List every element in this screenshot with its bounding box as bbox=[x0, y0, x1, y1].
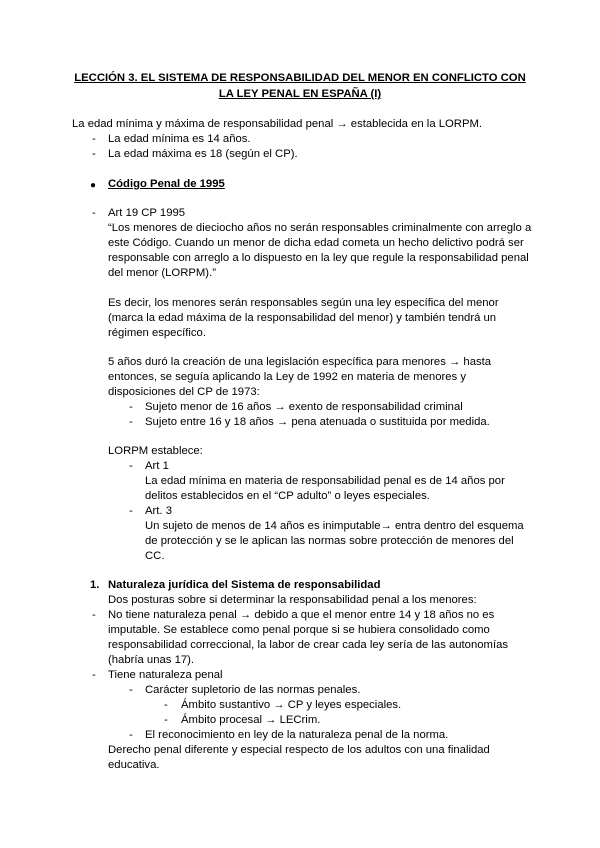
section-intro: Dos posturas sobre si determinar la responsabilidad penal a los menores: bbox=[108, 594, 477, 606]
intro-text: La edad mínima y máxima de responsabilidad penal → establecida en la LORPM. bbox=[72, 118, 483, 130]
dash-marker bbox=[92, 147, 96, 162]
art1-line: La edad mínima en materia de responsabilidad penal es de 14 años por bbox=[145, 475, 505, 487]
closing-line: Derecho penal diferente y especial respecto de los adultos con una finalidad bbox=[108, 744, 490, 756]
art3-label: Art. 3 bbox=[145, 505, 172, 517]
paragraph-line: (marca la edad máxima de la responsabilidad del menor) y también tendrá un bbox=[108, 312, 497, 324]
quote-line: responsable con arreglo a lo dispuesto en la ley que regule la responsabilidad penal bbox=[108, 252, 529, 264]
dash-marker bbox=[92, 132, 96, 147]
paragraph-line: régimen específico. bbox=[108, 327, 206, 339]
dash-marker bbox=[92, 206, 96, 221]
item1-line: responsabilidad correccional, la labor de crear cada ley sería de las autonomías bbox=[108, 639, 509, 651]
dash-marker bbox=[129, 504, 133, 519]
section-heading-codigo: Código Penal de 1995 bbox=[108, 178, 225, 190]
dash-marker bbox=[164, 698, 168, 713]
title-line-2: LA LEY PENAL EN ESPAÑA (I) bbox=[218, 88, 382, 100]
sub-item: El reconocimiento en ley de la naturaleza penal de la norma. bbox=[145, 729, 449, 741]
art1-label: Art 1 bbox=[145, 460, 169, 472]
closing-line: educativa. bbox=[108, 759, 160, 771]
dash-marker bbox=[129, 728, 133, 743]
art3-line: Un sujeto de menos de 14 años es inimputable→ entra dentro del esquema bbox=[145, 520, 524, 532]
title-line-1: LECCIÓN 3. EL SISTEMA DE RESPONSABILIDAD DEL MENOR EN CONFLICTO CON bbox=[74, 72, 526, 84]
item2: Tiene naturaleza penal bbox=[108, 669, 223, 681]
dash-marker bbox=[129, 459, 133, 474]
paragraph-line: 5 años duró la creación de una legislación específica para menores → hasta bbox=[108, 356, 492, 368]
item1-line: (habría unas 17). bbox=[108, 654, 195, 666]
list-item: Sujeto entre 16 y 18 años → pena atenuada o sustituida por medida. bbox=[145, 416, 490, 428]
intro-item-1: La edad mínima es 14 años. bbox=[108, 133, 251, 145]
paragraph-line: disposiciones del CP de 1973: bbox=[108, 386, 260, 398]
art3-line: CC. bbox=[145, 550, 165, 562]
quote-line: “Los menores de dieciocho años no serán responsables criminalmente con arreglo a bbox=[108, 222, 532, 234]
lorpm-label: LORPM establece: bbox=[108, 445, 203, 457]
bullet-icon: ● bbox=[90, 180, 97, 191]
section-number: 1. bbox=[90, 579, 100, 591]
item1-line: No tiene naturaleza penal → debido a que el menor entre 14 y 18 años no es bbox=[108, 609, 495, 621]
sub-sub-item: Ámbito sustantivo → CP y leyes especiales. bbox=[181, 699, 402, 711]
dash-marker bbox=[129, 415, 133, 430]
paragraph-line: Es decir, los menores serán responsables según una ley específica del menor bbox=[108, 297, 499, 309]
section-heading-naturaleza: Naturaleza jurídica del Sistema de responsabilidad bbox=[108, 579, 381, 591]
paragraph-line: entonces, se seguía aplicando la Ley de 1992 en materia de menores y bbox=[108, 371, 466, 383]
dash-marker bbox=[129, 683, 133, 698]
quote-line: este Código. Cuando un menor de dicha edad cometa un hecho delictivo podrá ser bbox=[108, 237, 524, 249]
quote-line: del menor (LORPM).” bbox=[108, 267, 216, 279]
dash-marker bbox=[164, 713, 168, 728]
dash-marker bbox=[92, 608, 96, 623]
sub-sub-item: Ámbito procesal → LECrim. bbox=[181, 714, 321, 726]
dash-marker bbox=[92, 668, 96, 683]
item1-line: imputable. Se establece como penal porque si se hubiera consolidado como bbox=[108, 624, 490, 636]
art19-label: Art 19 CP 1995 bbox=[108, 207, 186, 219]
dash-marker bbox=[129, 400, 133, 415]
intro-item-2: La edad máxima es 18 (según el CP). bbox=[108, 148, 298, 160]
list-item: Sujeto menor de 16 años → exento de responsabilidad criminal bbox=[145, 401, 463, 413]
art1-line: delitos establecidos en el “CP adulto” o leyes especiales. bbox=[145, 490, 430, 502]
sub-item: Carácter supletorio de las normas penales. bbox=[145, 684, 361, 696]
art3-line: de protección y se le aplican las normas sobre protección de menores del bbox=[145, 535, 514, 547]
